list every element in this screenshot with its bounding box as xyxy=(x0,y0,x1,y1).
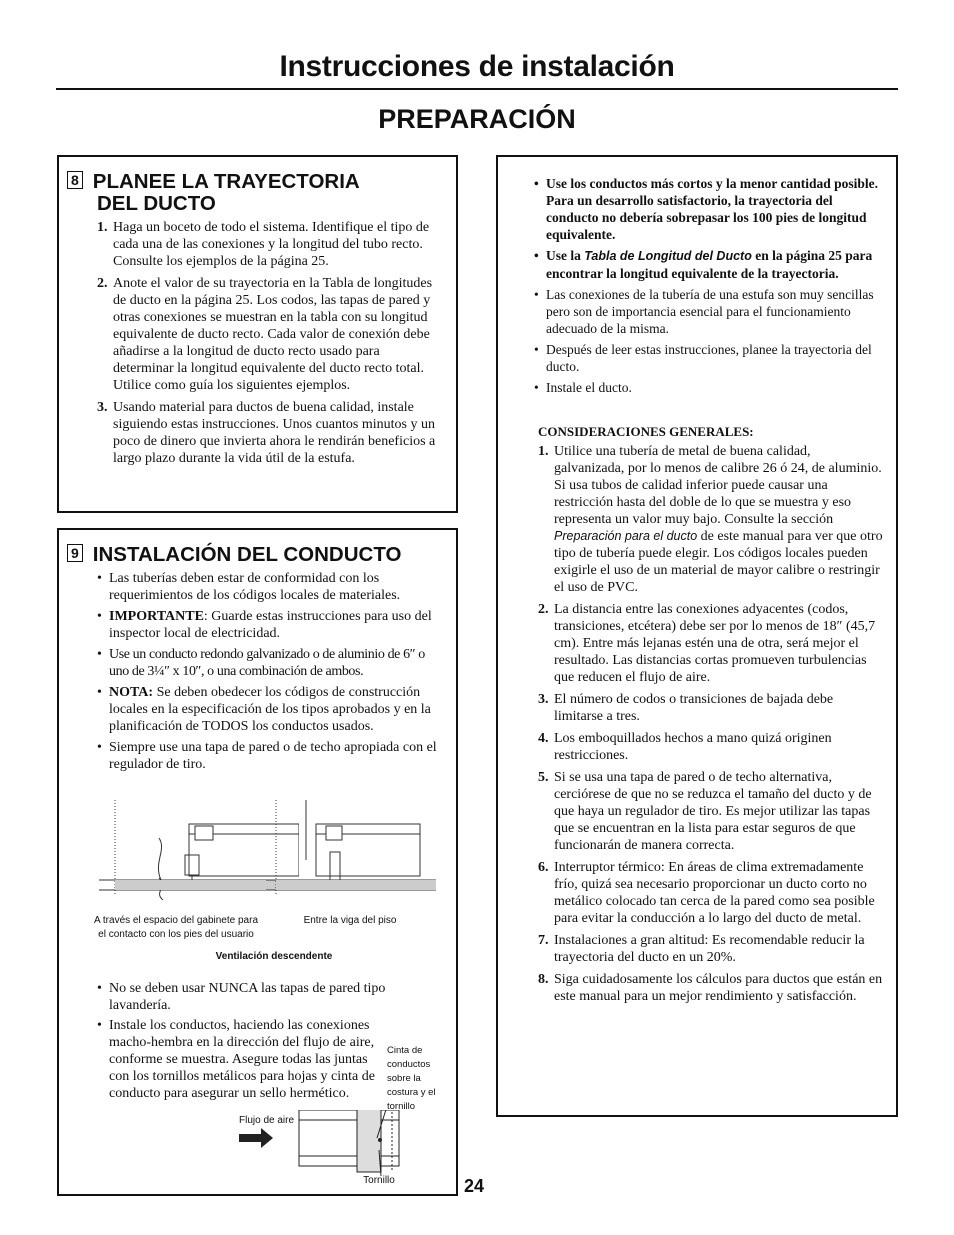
list-item xyxy=(538,932,883,966)
bullet-text: Use los conductos más cortos y la menor cantidad posible. Para un desarrollo satisfactorio, la trayectoria del conducto no debería sobrepasar los 100 pies de longitud equivalente. xyxy=(546,176,879,242)
item-number: 2. xyxy=(538,602,549,617)
list-item xyxy=(534,175,879,243)
bullet-text: No se deben usar NUNCA las tapas de pared tipo lavandería. xyxy=(109,981,386,1013)
list-item xyxy=(534,286,879,337)
section-9-heading-text: INSTALACIÓN DEL CONDUCTO xyxy=(92,543,402,566)
bullet-text: en la página 25 para encontrar la longitud equivalente de la trayectoria. xyxy=(546,248,873,281)
item-italic: Preparación para el ducto xyxy=(554,529,698,543)
bullet-text: Las tuberías deben estar de conformidad con los requerimientos de los códigos locales de materiales. xyxy=(109,571,401,603)
section-title: PREPARACIÓN xyxy=(378,104,576,134)
item-text: La distancia entre las conexiones adyacentes (codos, transiciones, etcétera) debe ser por lo menos de 18″ (45,7 cm). Entre más lejanas estén una de otra, será mejor el resultado. Las distancias cortas promueven turbulencias que reducen el flujo de aire. xyxy=(554,602,876,685)
list-item xyxy=(534,247,879,282)
bullet-text: • Instale los conductos, haciendo las conexiones macho-hembra en la dirección del flujo de aire, conforme se muestra. Asegure todas las juntas con los tornillos metálicos para hojas y cinta de conducto para asegurar un sello hermético. xyxy=(109,1018,375,1101)
item-number: 5. xyxy=(538,770,549,785)
item-text: Utilice una tubería de metal de buena calidad, galvanizada, por lo menos de calibre 26 ó 24, de aluminio. Si usa tubos de calidad inferior puede causar una restricción hasta del doble de lo que se muestra y eso representa un valor muy bajo. Consulte la sección xyxy=(554,444,882,527)
item-number: 2. xyxy=(97,276,108,291)
item-number: 4. xyxy=(538,731,549,746)
list-item xyxy=(97,646,442,680)
section-9-box xyxy=(57,528,458,1196)
caption-downdraft: Ventilación descendente xyxy=(215,951,333,962)
downdraft-floor-joist-diagram xyxy=(266,800,446,908)
caption-line: el contacto con los pies del usuario xyxy=(98,929,254,940)
section-9-heading xyxy=(67,544,401,566)
list-item xyxy=(538,859,883,927)
section-9-list xyxy=(97,570,442,777)
list-item xyxy=(97,399,442,467)
section-9-number: 9 xyxy=(67,544,83,562)
item-text: Usando material para ductos de buena calidad, instale siguiendo estas instrucciones. Unos cuantos minutos y un poco de dinero que invierta ahora le rendirán beneficios a largo plazo durante la vida útil de la estufa. xyxy=(113,400,436,466)
item-number: 3. xyxy=(538,692,549,707)
bullet-text: Se deben obedecer los códigos de construcción locales en la especificación de los tipos aprobados y en la planificación de TODOS los conductos usados. xyxy=(109,685,431,734)
list-item xyxy=(534,341,879,375)
right-bullets xyxy=(534,175,879,400)
list-item xyxy=(538,971,883,1005)
list-item xyxy=(97,739,442,773)
bullet-bold: IMPORTANTE xyxy=(109,609,204,624)
item-text: Interruptor térmico: En áreas de clima extremadamente frío, quizá sea necesario proporcionar un ducto corto no metálico colocado tan cerca de la pared como sea posible para evitar la conducción a lo largo del ducto de metal. xyxy=(554,860,875,926)
label-screw: Tornillo xyxy=(363,1175,395,1186)
item-number: 7. xyxy=(538,933,549,948)
list-item xyxy=(534,379,879,396)
section-8-heading-line2: DEL DUCTO xyxy=(97,192,216,215)
caption-line: A través el espacio del gabinete para xyxy=(94,915,258,926)
list-item xyxy=(538,443,883,596)
list-item xyxy=(97,684,442,735)
item-number: 6. xyxy=(538,860,549,875)
bullet-bold: NOTA: xyxy=(109,685,154,700)
caption-floor-joist: Entre la viga del piso xyxy=(303,915,397,926)
section-8-heading xyxy=(67,171,360,215)
airflow-arrow-icon xyxy=(239,1128,273,1148)
item-text: Si se usa una tapa de pared o de techo alternativa, cerciórese de que no se reduzca el tamaño del ducto y de que haya un regulador de tiro. Es mejor utilizar las tapas que se encuentran en la lista para estar seguros de que funcionarán de manera correcta. xyxy=(554,770,872,853)
list-item xyxy=(97,980,442,1014)
general-heading: CONSIDERACIONES GENERALES: xyxy=(538,424,754,439)
bullet-text: : Guarde estas instrucciones para uso del inspector local de electricidad. xyxy=(109,609,432,641)
section-8-box xyxy=(57,155,458,513)
list-item xyxy=(97,275,442,394)
list-item xyxy=(538,730,883,764)
item-number: 3. xyxy=(97,400,108,415)
item-text: Siga cuidadosamente los cálculos para ductos que están en este manual para un mejor rendimiento y satisfacción. xyxy=(554,972,883,1004)
page-number: 24 xyxy=(464,1176,485,1196)
list-item xyxy=(538,601,883,686)
bullet-text: Use la xyxy=(546,248,585,263)
general-list xyxy=(538,443,883,1010)
title-rule xyxy=(56,88,898,90)
bullet-text: Use un conducto redondo galvanizado o de aluminio de 6″ o uno de 3¼″ x 10″, o una combinación de ambos. xyxy=(109,647,425,679)
item-text: de este manual para ver que otro tipo de tubería puede elegir. Los códigos locales pueden exigirle el uso de un material de mayor calibre o restringir el uso de PVC. xyxy=(554,529,883,595)
item-text: Haga un boceto de todo el sistema. Identifique el tipo de cada una de las conexiones y la longitud del tubo recto. Consulte los ejemplos de la página 25. xyxy=(113,220,430,269)
bullet-italic: Tabla de Longitud del Ducto xyxy=(584,249,752,263)
screw-icon xyxy=(378,1138,382,1142)
item-number: 1. xyxy=(538,444,549,459)
item-text: El número de codos o transiciones de bajada debe limitarse a tres. xyxy=(554,692,834,724)
list-item xyxy=(97,608,442,642)
item-text: Instalaciones a gran altitud: Es recomendable reducir la trayectoria del ducto en un 20%. xyxy=(554,933,865,965)
section-9-list-2 xyxy=(97,980,442,1018)
page-title: Instrucciones de instalación xyxy=(279,50,675,83)
item-text: Los emboquillados hechos a mano quizá originen restricciones. xyxy=(554,731,832,763)
caption-cabinet xyxy=(81,914,271,942)
right-column-box xyxy=(496,155,898,1117)
list-item xyxy=(538,769,883,854)
bullet-text: Las conexiones de la tubería de una estufa son muy sencillas pero son de importancia esencial para el funcionamiento adecuado de la misma. xyxy=(546,287,874,336)
item-text: Anote el valor de su trayectoria en la Tabla de longitudes de ducto en la página 25. Los codos, las tapas de pared y otras conexiones se muestran en la tabla con su longitud equivalente de ducto recto. Cada valor de conexión debe añadirse a la longitud de ducto recto usado para determinar la longitud equivalente del ducto recto total. Utilice como guía los siguientes ejemplos. xyxy=(113,276,433,393)
bullet-text: Instale el ducto. xyxy=(546,380,632,395)
section-8-number: 8 xyxy=(67,171,83,189)
list-item xyxy=(97,570,442,604)
section-8-list xyxy=(97,219,442,472)
list-item xyxy=(538,691,883,725)
section-8-heading-line1: PLANEE LA TRAYECTORIA xyxy=(92,170,360,193)
list-item xyxy=(97,219,442,270)
label-duct-tape: Cinta de conductos sobre la costura y el tornillo xyxy=(387,1045,436,1112)
item-number: 1. xyxy=(97,220,108,235)
bullet-text: Después de leer estas instrucciones, planee la trayectoria del ducto. xyxy=(546,342,872,374)
bullet-text: Siempre use una tapa de pared o de techo apropiada con el regulador de tiro. xyxy=(109,740,437,772)
item-number: 8. xyxy=(538,972,549,987)
label-airflow: Flujo de aire xyxy=(239,1115,295,1126)
